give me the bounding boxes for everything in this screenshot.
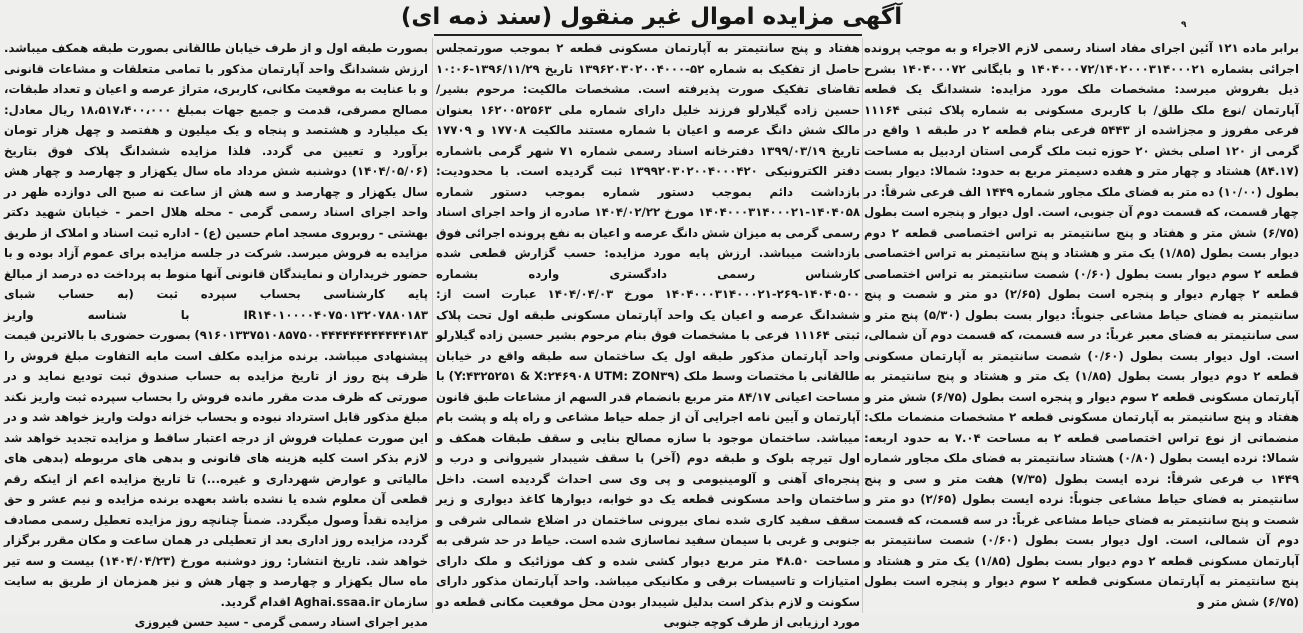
column-middle-text: هفتاد و پنج سانتیمتر به آپارتمان مسکونی قطعه ۲ بموجب صورتمجلس حاصل از تفکیک به شماره ۵۲-۱۳۹۶۲۰۳۰۲۰۰۴۰۰۰ تاریخ ۱۳۹۶/۱۱/۲۹-۱۰:۰۶ تقاضای تفکیک صورت پذیرفته است. مشخصات مالکیت: مرحوم بشیر/ حسین زاده گیلارلو فرزند خلیل دارای شماره ملی ۱۶۲۰۰۵۲۵۶۳ بعنوان مالک شش دانگ عرصه و اعیان با شماره مستند مالکیت ۱۷۷۰۸ و ۱۷۷۰۹ تاریخ ۱۳۹۹/۰۳/۱۹ دفترخانه اسناد رسمی شماره ۷۱ شهر گرمی باشماره دفتر الکترونیکی ۱۳۹۹۲۰۳۰۲۰۰۴۰۰۰۴۲۰ ثبت گردیده است. با محدودیت: بازداشت دائم بموجب دستور شماره بموجب دستور شماره ۱۴۰۴۰۵۸-۱۴۰۴۰۰۰۳۱۴۰۰۰۲۱ مورخ ۱۴۰۴/۰۲/۲۲ صادره از واحد اجرای اسناد رسمی گرمی به میزان شش دانگ عرصه و اعیان به نفع پرونده اجرائی فوق بازداشت میباشد. ارزش پایه مورد مزایده: حسب گزارش قطعی شده کارشناس رسمی دادگستری وارده بشماره ۱۴۰۴۰۵۰۰-۲۶۹-۱۴۰۴۰۰۰۳۱۴۰۰۰۲۱ مورخ ۱۴۰۴/۰۴/۰۳ عبارت است از: ششدانگ عرصه و اعیان یک واحد آپارتمان مسکونی طبقه اول تحت پلاک ثبتی ۱۱۱۶۴ فرعی با مشخصات فوق بنام مرحوم بشیر حسین زاده گیلارلو واحد آپارتمان مذکور طبقه اول یک ساختمان سه طبقه واقع در خیابان طالقانی با مختصات وسط ملک (Y:۴۳۲۵۲۵۱ & X:۲۴۶۹۰۸ UTM: ZON۳۹) با مساحت اعیانی ۸۴/۱۷ متر مربع بانضمام قدر السهم از مشاعات طبق قانون آپارتمان و آیین نامه اجرایی آن از جمله حیاط مشاعی و راه پله و پشت بام میباشد. ساختمان موجود با سازه مصالح بنایی و سقف طبقات همکف و اول تیرچه بلوک و طبقه دوم (آخر) با سقف شیبدار شیروانی و درب و پنجره‌ای آهنی و آلومینیومی و پی وی سی احداث گردیده است. داخل ساختمان واحد مسکونی قطعه یک دو خوابه، دیوارها کاغذ دیواری و زیر سقف سفید کاری شده نمای بیرونی ساختمان در اضلاع شمالی شرقی و جنوبی و غربی با سیمان سفید نماسازی شده است. حیاط در حد شرقی به مساحت ۴۸.۵۰ متر مربع دیوار کشی شده و کف موزائیک و ملک دارای امتیازات و تاسیسات برقی و مکانیکی میباشد. واحد آپارتمان مذکور دارای سکونت و لازم بذکر است بدلیل شیبدار بودن محل موقعیت مکانی قطعه دو مورد ارزیابی از طرف کوچه جنوبی xyxy=(436,41,861,629)
column-right-text: برابر ماده ۱۲۱ آئین اجرای مفاد اسناد رسمی لازم الاجراء و به موجب پرونده اجرائی بشماره ۱۴۰۴۰۰۰۷۲/۱۴۰۲۰۰۰۳۱۴۰۰۰۲۱ و بایگانی ۱۴۰۴۰۰۰۷۲ بشرح ذیل بفروش میرسد: مشخصات ملک مورد مزایده: ششدانگ یک قطعه آپارتمان /نوع ملک طلق/ با کاربری مسکونی به شماره پلاک ثبتی ۱۱۱۶۴ فرعی مفروز و مجزاشده از ۵۴۴۳ فرعی بنام قطعه ۲ در طبقه ۱ واقع در گرمی از ۱۲۰ اصلی بخش ۲۰ حوزه ثبت ملک گرمی استان اردبیل به مساحت (۸۴.۱۷) هشتاد و چهار متر و هفده دسیمتر مربع به حدود: شمالا: دیوار بست بطول (۱۰/۰۰) ده متر به فضای ملک مجاور شماره ۱۴۴۹ الف فرعی شرقاً: در چهار قسمت، که قسمت دوم آن جنوبی، است. اول دیوار و پنجره است بطول (۶/۷۵) شش متر و هفتاد و پنج سانتیمتر به تراس اختصاصی قطعه ۲ دوم دیوار بست بطول (۱/۸۵) یک متر و هشتاد و پنج سانتیمتر به تراس اختصاصی قطعه ۲ سوم دیوار بست بطول (۰/۶۰) شصت سانتیمتر به تراس اختصاصی قطعه ۲ چهارم دیوار و پنجره است بطول (۲/۶۵) دو متر و شصت و پنج سانتیمتر به فضای حیاط مشاعی جنوباً: دیوار بست بطول (۵/۳۰) پنج متر و سی سانتیمتر به فضای معبر غرباً: در سه قسمت، که قسمت دوم آن شمالی، است. اول دیوار بست بطول (۰/۶۰) شصت سانتیمتر به آپارتمان مسکونی قطعه ۲ دوم دیوار بست بطول (۱/۸۵) یک متر و هشتاد و پنج سانتیمتر به آپارتمان مسکونی قطعه ۲ سوم دیوار و پنجره است بطول (۶/۷۵) شش متر و هفتاد و پنج سانتیمتر به آپارتمان مسکونی قطعه ۲ مشخصات منضمات ملک: منضماتی از نوع تراس اختصاصی قطعه ۲ به مساحت ۷.۰۴ به حدود اربعه: شمالا: نرده ایست بطول (۰/۸۰) هشتاد سانتیمتر به فضای ملک مجاور شماره ۱۴۴۹ ب فرعی شرقاً: نرده ایست بطول (۷/۳۵) هفت متر و سی و پنج سانتیمتر به فضای حیاط مشاعی جنوباً: نرده ایست بطول (۲/۶۵) دو متر و شصت و پنج سانتیمتر به فضای حیاط مشاعی غرباً: در سه قسمت، که قسمت دوم آن شمالی، است. اول دیوار بست بطول (۰/۶۰) شصت سانتیمتر به آپارتمان مسکونی قطعه ۲ دوم دیوار بست بطول (۱/۸۵) یک متر و هشتاد و پنج سانتیمتر به آپارتمان مسکونی قطعه ۲ سوم دیوار و پنجره است بطول (۶/۷۵) شش متر و xyxy=(864,41,1300,609)
corner-mark: ۹ xyxy=(1181,20,1187,30)
title-underline xyxy=(434,34,862,36)
notice-column-right xyxy=(864,38,1299,613)
notice-column-middle xyxy=(436,38,861,629)
notice-column-left xyxy=(4,38,428,629)
notice-title: آگهی مزایده اموال غیر منقول (سند ذمه ای) xyxy=(400,4,903,30)
column-left-text: بصورت طبقه اول و از طرف خیابان طالقانی بصورت طبقه همکف میباشد. ارزش ششدانگ واحد آپارتمان مذکور با تمامی متعلقات و مشاعات قانونی و با عنایت به موقعیت مکانی، کاربری، متراژ عرصه و اعیان و تعداد طبقات، مصالح مصرفی، قدمت و جمیع جهات بمبلغ ۱۸،۵۱۷،۴۰۰،۰۰۰ ریال معادل: یک میلیارد و هشتصد و پنجاه و یک میلیون و هفتصد و چهل هزار تومان برآورد و تعیین می گردد. فلذا مزایده ششدانگ پلاک فوق بتاریخ (۱۴۰۴/۰۵/۰۶) دوشنبه شش مرداد ماه سال یکهزار و چهارصد و چهار هش سال یکهزار و چهارصد و سه هش از ساعت نه صبح الی دوازده ظهر در واحد اجرای اسناد رسمی گرمی - محله هلال احمر - خیابان شهید دکتر بهشتی - روبروی مسجد امام حسین (ع) - اداره ثبت اسناد و املاک از طریق مزایده به فروش میرسد. شرکت در جلسه مزایده برای عموم آزاد بوده و با حضور خریداران و نمایندگان قانونی آنها منوط به پرداخت ده درصد از مبالغ پایه کارشناسی بحساب سپرده ثبت (به حساب شبای IR۱۴۰۱۰۰۰۰۴۰۷۵۰۱۳۲۰۷۸۸۰۱۸۳ با شناسه واریز ۹۱۶۰۱۳۳۷۵۱۰۸۵۷۵۰۰۴۴۴۴۴۴۴۴۴۴۴۴۱۸۳) بصورت حضوری با بالاترین قیمت پیشنهادی میباشد. برنده مزایده مکلف است مابه التفاوت مبلغ فروش را ظرف پنج روز از تاریخ مزایده به حساب صندوق ثبت تودیع نماید و در صورتی که ظرف مدت مقرر مانده فروش را بحساب سپرده ثبت واریز نکند مبلغ مذکور قابل استرداد نبوده و بحساب خزانه دولت واریز خواهد شد و در این صورت عملیات فروش از درجه اعتبار ساقط و مزایده تجدید خواهد شد لازم بذکر است کلیه هزینه های قانونی و بدهی های مربوطه (بدهی های مالیاتی و عوارض شهرداری و غیره...) تا تاریخ مزایده اعم از اینکه رقم قطعی آن معلوم شده یا نشده باشد بعهده برنده مزایده و نیم عشر و حق مزایده نقداً وصول میگردد. ضمناً چنانچه روز مزایده تعطیل رسمی مصادف گردد، مزایده روز اداری بعد از تعطیلی در همان ساعت و مکان مقرر برگزار خواهد شد. تاریخ انتشار: روز دوشنبه مورخ (۱۴۰۴/۰۴/۲۳) بیست و سه تیر ماه سال یکهزار و چهارصد و چهار هش و نیز همزمان از طریق به سایت سازمان Aghai.ssaa.ir اقدام گردید. xyxy=(4,41,428,609)
column-divider-left xyxy=(432,38,433,613)
column-divider-right xyxy=(862,38,863,613)
notice-signature: مدیر اجرای اسناد رسمی گرمی - سید حسن فیروزی xyxy=(134,615,428,629)
